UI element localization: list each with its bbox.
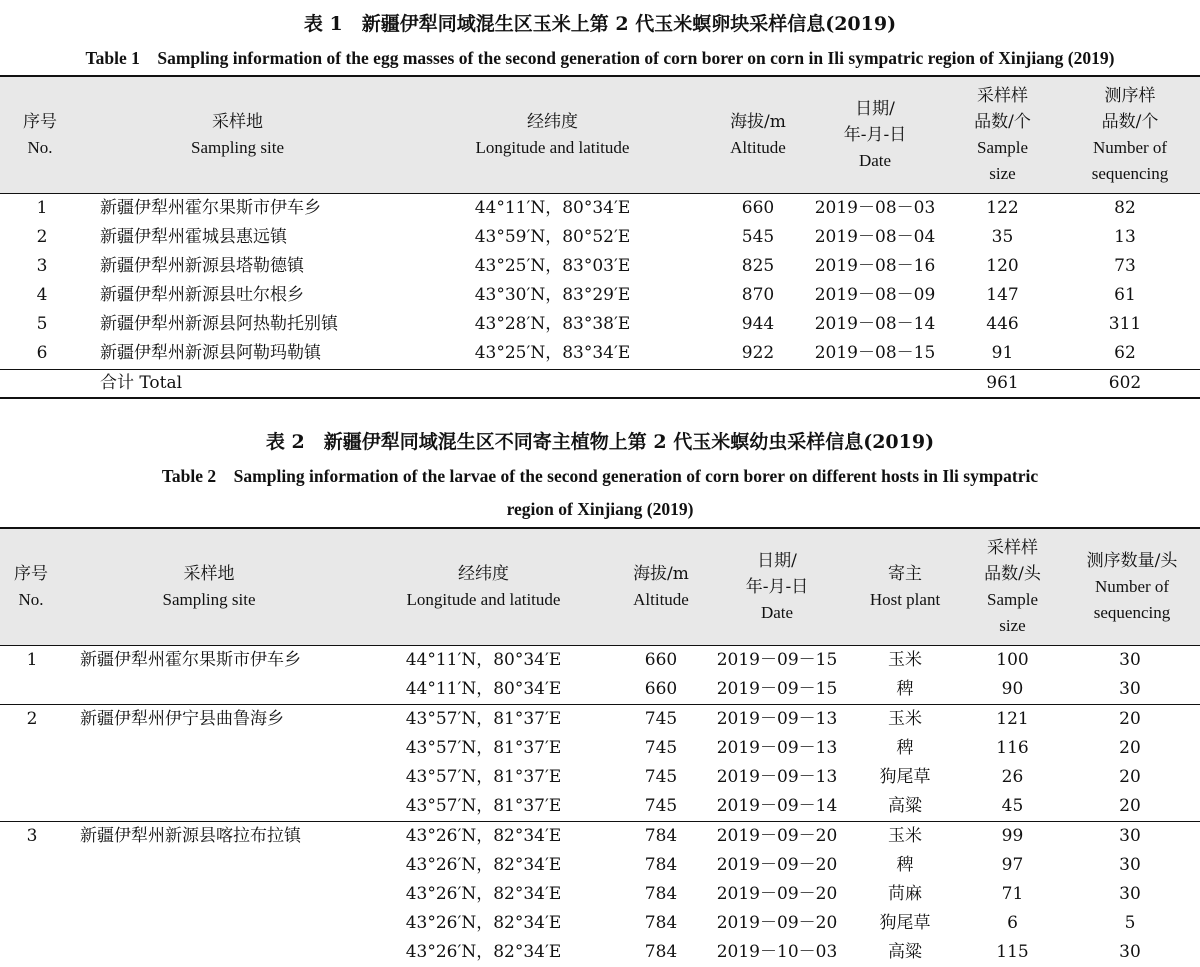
table-row [0, 792, 1200, 821]
table-row [0, 705, 1200, 734]
cell-altitude: 784 [644, 913, 678, 933]
table-row [0, 646, 1200, 675]
cell-site: 新疆伊犁州霍城县惠远镇 [100, 227, 287, 247]
cell-no: 3 [26, 826, 38, 846]
cell-no [10, 851, 54, 880]
table2-caption-en-line1: Table 2 Sampling information of the larvae of the second generation of corn borer on different hosts in Ili sympatric [161, 466, 1039, 486]
cell-altitude: 784 [644, 942, 678, 962]
cell-lonlat: 43°57′N，81°37′E [405, 767, 562, 787]
table2-caption-cn: 表 2 新疆伊犁同域混生区不同寄主植物上第 2 代玉米螟幼虫采样信息(2019) [265, 431, 935, 453]
table2-header-date-en: Date [760, 602, 794, 622]
table1-header-seq-cn2: 品数/个 [1101, 111, 1159, 132]
cell-lonlat: 43°26′N，82°34′E [405, 855, 562, 875]
cell-sample: 120 [986, 256, 1019, 276]
table2-header-no [0, 528, 62, 645]
cell-site [80, 909, 380, 938]
cell-sample: 71 [1001, 884, 1024, 904]
table2-header-sample-en2: size [999, 615, 1026, 635]
cell-seq: 20 [1119, 738, 1141, 758]
table1-header-seq [1065, 76, 1195, 193]
table1-header-seq-en2: sequencing [1091, 163, 1169, 183]
cell-lonlat: 43°57′N，81°37′E [405, 709, 562, 729]
table1-header-site [100, 76, 375, 193]
cell-sample: 116 [996, 738, 1029, 758]
table-row [0, 938, 1200, 967]
table1-header-sample-en2: size [989, 163, 1016, 183]
cell-seq: 73 [1114, 256, 1136, 276]
cell-seq: 62 [1114, 343, 1136, 363]
cell-seq: 311 [1108, 314, 1142, 334]
cell-site [80, 792, 380, 821]
table1-header-sample-cn2: 品数/个 [974, 111, 1031, 132]
total-seq: 602 [1108, 373, 1142, 393]
table1-header-site-en: Sampling site [190, 137, 285, 157]
table1-header-date-en: Date [858, 150, 892, 170]
cell-sample: 99 [1001, 826, 1024, 846]
total-sample: 961 [986, 373, 1019, 393]
cell-date: 2019－09－20 [716, 913, 838, 933]
cell-sample: 90 [1001, 679, 1024, 699]
cell-lonlat: 43°57′N，81°37′E [405, 796, 562, 816]
cell-date: 2019－09－20 [716, 884, 838, 904]
cell-sample: 6 [1007, 913, 1018, 933]
cell-site [80, 734, 380, 763]
table2-header-lonlat-cn: 经纬度 [458, 563, 509, 584]
cell-no [10, 734, 54, 763]
table2-header-altitude-cn: 海拔/m [633, 563, 689, 584]
cell-seq: 5 [1124, 913, 1136, 933]
table2-header-seq [1068, 528, 1196, 645]
cell-altitude: 745 [644, 738, 678, 758]
cell-altitude: 745 [644, 796, 678, 816]
cell-seq: 82 [1114, 198, 1136, 218]
cell-lonlat: 43°26′N，82°34′E [405, 942, 562, 962]
table2-header-date-format: 年-月-日 [745, 576, 809, 597]
cell-sample: 100 [996, 650, 1029, 670]
table2-header-altitude-en: Altitude [633, 589, 689, 609]
cell-host: 狗尾草 [879, 913, 931, 933]
cell-host: 稗 [896, 679, 914, 699]
table1-header-altitude-en: Altitude [730, 137, 786, 157]
cell-date: 2019－09－13 [716, 738, 838, 758]
cell-altitude: 944 [741, 314, 775, 334]
cell-seq: 30 [1119, 679, 1141, 699]
cell-lonlat: 43°25′N，83°03′E [474, 256, 631, 276]
table2-header-host [850, 528, 960, 645]
cell-date: 2019－08－03 [814, 198, 936, 218]
table2-header-seq-en1: Number of [1094, 576, 1170, 596]
table1-header-date [815, 76, 935, 193]
cell-seq: 30 [1119, 855, 1141, 875]
cell-no: 2 [26, 709, 38, 729]
cell-sample: 147 [986, 285, 1019, 305]
cell-no [10, 938, 54, 967]
table1-header-seq-en1: Number of [1092, 137, 1168, 157]
cell-sample: 91 [991, 343, 1014, 363]
table1-caption-en: Table 1 Sampling information of the egg masses of the second generation of corn borer on corn in Ili sympatric region of Xinjiang (2019) [85, 48, 1115, 68]
cell-lonlat: 43°25′N，83°34′E [474, 343, 631, 363]
table-row [0, 281, 1200, 310]
table1-header-altitude-cn: 海拔/m [730, 111, 786, 132]
cell-altitude: 660 [644, 679, 678, 699]
cell-site [80, 880, 380, 909]
cell-no [10, 880, 54, 909]
table-row [0, 252, 1200, 281]
table1-header-no [0, 76, 80, 193]
table2-header-site-cn: 采样地 [183, 563, 235, 584]
cell-site [80, 763, 380, 792]
cell-date: 2019－08－04 [814, 227, 936, 247]
table2-header-host-cn: 寄主 [888, 563, 922, 584]
table-row [0, 822, 1200, 851]
cell-lonlat: 43°59′N，80°52′E [474, 227, 631, 247]
cell-altitude: 784 [644, 884, 678, 904]
cell-host: 稗 [896, 855, 914, 875]
cell-date: 2019－08－15 [814, 343, 936, 363]
cell-seq: 20 [1119, 767, 1141, 787]
cell-date: 2019－09－13 [716, 709, 838, 729]
cell-altitude: 660 [741, 198, 775, 218]
cell-sample: 122 [986, 198, 1019, 218]
cell-no: 2 [36, 227, 48, 247]
cell-host: 玉米 [888, 650, 922, 670]
table1-header-sample-en1: Sample [977, 137, 1028, 157]
cell-seq: 30 [1119, 650, 1141, 670]
cell-no: 5 [36, 314, 48, 334]
cell-site [80, 938, 380, 967]
cell-host: 玉米 [888, 709, 922, 729]
table2-header-seq-en2: sequencing [1093, 602, 1171, 622]
table-row [0, 734, 1200, 763]
cell-lonlat: 43°28′N，83°38′E [474, 314, 631, 334]
cell-no: 4 [36, 285, 48, 305]
table1-header-no-cn: 序号 [23, 111, 57, 132]
cell-site: 新疆伊犁州新源县阿热勒托别镇 [100, 314, 338, 334]
table2-header-date-cn: 日期/ [757, 550, 797, 571]
cell-no [10, 792, 54, 821]
cell-altitude: 784 [644, 826, 678, 846]
cell-altitude: 660 [644, 650, 678, 670]
cell-sample: 35 [991, 227, 1014, 247]
cell-date: 2019－09－14 [716, 796, 838, 816]
table-row [0, 223, 1200, 252]
table2-header-site [80, 528, 338, 645]
table1-header-altitude [712, 76, 804, 193]
table1-header-date-cn: 日期/ [855, 98, 895, 119]
cell-lonlat: 43°26′N，82°34′E [405, 913, 562, 933]
cell-date: 2019－08－16 [814, 256, 936, 276]
table-row [0, 675, 1200, 704]
table2-header-host-en: Host plant [869, 589, 941, 609]
cell-lonlat: 44°11′N，80°34′E [474, 198, 631, 218]
cell-altitude: 870 [741, 285, 775, 305]
table-row [0, 880, 1200, 909]
total-label: 合计 Total [100, 373, 183, 393]
table2-header-seq-cn: 测序数量/头 [1086, 550, 1178, 571]
table1-header-date-format: 年-月-日 [843, 124, 907, 145]
cell-altitude: 745 [644, 709, 678, 729]
cell-date: 2019－09－13 [716, 767, 838, 787]
cell-seq: 61 [1114, 285, 1136, 305]
table2-caption-en-line2: region of Xinjiang (2019) [506, 499, 694, 519]
cell-no: 6 [36, 343, 48, 363]
cell-no [10, 675, 54, 704]
cell-site [80, 851, 380, 880]
table-row [0, 194, 1200, 223]
table2-header-no-en: No. [18, 589, 44, 609]
cell-site: 新疆伊犁州新源县塔勒德镇 [100, 256, 304, 276]
cell-date: 2019－09－20 [716, 826, 838, 846]
cell-seq: 20 [1119, 796, 1141, 816]
cell-sample: 115 [996, 942, 1029, 962]
cell-host: 高粱 [888, 796, 922, 816]
cell-seq: 30 [1119, 942, 1141, 962]
table2-header-site-en: Sampling site [162, 589, 256, 609]
table1-header-no-en: No. [27, 137, 53, 157]
cell-site: 新疆伊犁州新源县吐尔根乡 [100, 285, 304, 305]
table-row [0, 851, 1200, 880]
table-row [0, 909, 1200, 938]
table-row [0, 310, 1200, 339]
cell-host: 狗尾草 [879, 767, 931, 787]
cell-date: 2019－08－09 [814, 285, 936, 305]
cell-host: 玉米 [888, 826, 922, 846]
cell-lonlat: 43°26′N，82°34′E [405, 884, 562, 904]
cell-altitude: 784 [644, 855, 678, 875]
cell-lonlat: 43°57′N，81°37′E [405, 738, 562, 758]
table1-header-seq-cn1: 测序样 [1104, 85, 1156, 106]
table2-header-sample-en1: Sample [987, 589, 1038, 609]
cell-altitude: 825 [741, 256, 775, 276]
cell-lonlat: 44°11′N，80°34′E [405, 650, 562, 670]
cell-sample: 45 [1001, 796, 1024, 816]
cell-site: 新疆伊犁州新源县喀拉布拉镇 [80, 826, 301, 846]
table2-header-date [717, 528, 837, 645]
cell-no [10, 909, 54, 938]
cell-seq: 30 [1119, 826, 1141, 846]
table1-header-lonlat-cn: 经纬度 [527, 111, 578, 132]
cell-no: 3 [36, 256, 48, 276]
cell-host: 稗 [896, 738, 914, 758]
cell-sample: 121 [996, 709, 1029, 729]
cell-altitude: 745 [644, 767, 678, 787]
cell-lonlat: 44°11′N，80°34′E [405, 679, 562, 699]
table-row [0, 763, 1200, 792]
cell-lonlat: 43°30′N，83°29′E [474, 285, 631, 305]
cell-sample: 97 [1001, 855, 1024, 875]
cell-site [80, 675, 380, 704]
cell-date: 2019－09－20 [716, 855, 838, 875]
cell-sample: 446 [986, 314, 1019, 334]
table1-total-row [0, 369, 1200, 398]
table2-header-sample-cn1: 采样样 [987, 537, 1038, 558]
cell-site: 新疆伊犁州霍尔果斯市伊车乡 [80, 650, 301, 670]
cell-host: 高粱 [888, 942, 922, 962]
table1-header-sample [955, 76, 1050, 193]
table2-header-lonlat [376, 528, 591, 645]
table1-header-site-cn: 采样地 [212, 111, 263, 132]
cell-site: 新疆伊犁州伊宁县曲鲁海乡 [80, 709, 284, 729]
cell-seq: 30 [1119, 884, 1141, 904]
cell-no: 1 [36, 198, 48, 218]
cell-altitude: 922 [741, 343, 775, 363]
cell-altitude: 545 [741, 227, 775, 247]
cell-host: 苘麻 [888, 884, 922, 904]
table1-header-sample-cn1: 采样样 [977, 85, 1028, 106]
table-row [0, 339, 1200, 368]
cell-site: 新疆伊犁州新源县阿勒玛勒镇 [100, 343, 321, 363]
table2-header-sample [965, 528, 1060, 645]
cell-date: 2019－08－14 [814, 314, 936, 334]
table1-caption-cn: 表 1 新疆伊犁同域混生区玉米上第 2 代玉米螟卵块采样信息(2019) [303, 13, 897, 35]
cell-date: 2019－09－15 [716, 650, 838, 670]
cell-seq: 20 [1119, 709, 1141, 729]
cell-seq: 13 [1114, 227, 1136, 247]
cell-date: 2019－10－03 [716, 942, 838, 962]
table2-header-no-cn: 序号 [14, 563, 48, 584]
table1-header-lonlat [445, 76, 660, 193]
table2-header-altitude [615, 528, 707, 645]
cell-lonlat: 43°26′N，82°34′E [405, 826, 562, 846]
cell-sample: 26 [1001, 767, 1024, 787]
cell-no [10, 763, 54, 792]
cell-no: 1 [26, 650, 38, 670]
cell-site: 新疆伊犁州霍尔果斯市伊车乡 [100, 198, 321, 218]
table2-header-lonlat-en: Longitude and latitude [406, 589, 561, 609]
table1-header-lonlat-en: Longitude and latitude [475, 137, 630, 157]
cell-date: 2019－09－15 [716, 679, 838, 699]
table2-header-sample-cn2: 品数/头 [984, 563, 1041, 584]
